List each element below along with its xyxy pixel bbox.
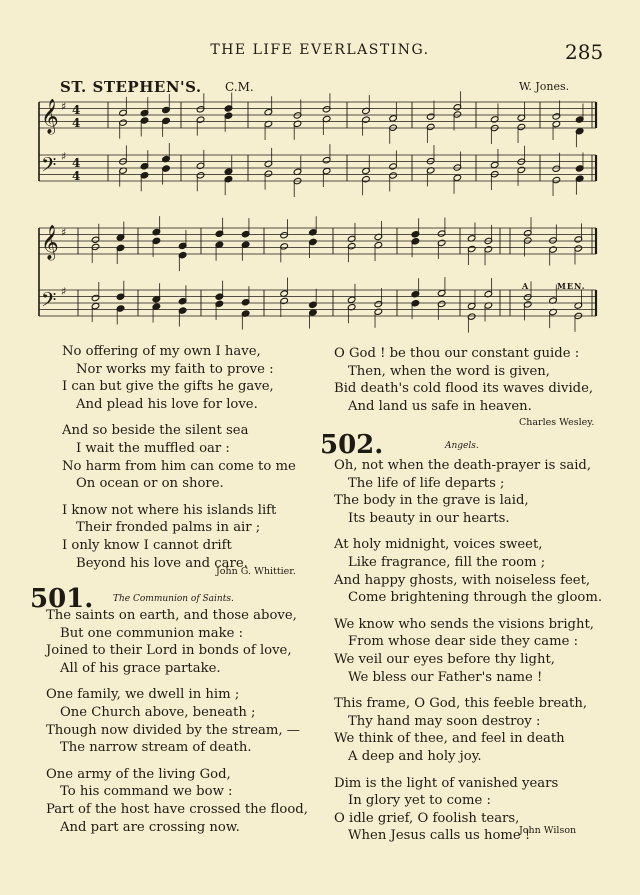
verse-line: One family, we dwell in him ; [46,687,240,703]
stanza [334,457,602,527]
verse-line: Nor works my faith to prove : [76,361,274,377]
amen-a: A [522,281,530,291]
stanza [46,766,308,836]
verse-line: I know not where his islands lift [62,502,277,518]
verse-line: O idle grief, O foolish tears, [334,810,520,826]
verse-line: Joined to their Lord in bonds of love, [46,643,292,659]
stanza [334,616,602,686]
tune-name: ST. STEPHEN'S. [60,78,202,96]
key-signature: ♯ [61,285,67,298]
hymn-502-number: 502. [320,430,384,460]
page-number: 285 [565,40,604,64]
time-signature: 4 [72,103,81,117]
verse-line: Its beauty in our hearts. [348,510,510,526]
verse-line: Like fragrance, fill the room ; [348,554,546,570]
hymn-501-title: The Communion of Saints. [113,594,234,604]
verse-line: But one communion make : [60,625,244,641]
verse-line: From whose dear side they came : [348,634,579,650]
right-top-author: Charles Wesley. [519,417,595,428]
poem-top-author: John G. Whittier. [216,566,296,577]
verse-line: A deep and holy joy. [348,748,482,764]
verse-line: And part are crossing now. [60,819,240,835]
verse-line: O God ! be thou our constant guide : [334,346,580,361]
verse-line: Then, when the word is given, [348,363,550,379]
verse-line: No offering of my own I have, [62,344,261,359]
verse-line: And so beside the silent sea [62,423,249,439]
stanza [334,536,602,606]
bass-clef: 𝄢 [41,288,57,316]
poem-top-stanzas [62,343,296,572]
key-signature: ♯ [61,150,67,163]
verse-line: To his command we bow : [60,784,233,800]
verse-line: Though now divided by the stream, — [46,722,300,738]
stanza [62,502,296,572]
verse-line: Dim is the light of vanished years [334,775,559,791]
stanza [46,607,308,677]
verse-line: The saints on earth, and those above, [46,608,297,623]
verse-line: The life of life departs ; [348,475,505,491]
verse-line: In glory yet to come : [348,793,491,809]
treble-clef: 𝄞 [41,99,59,134]
verse-line: And plead his love for love. [76,396,258,412]
verse-line: Beyond his love and care. [76,555,248,571]
verse-line: No harm from him can come to me [62,458,296,474]
verse-line: We veil our eyes before thy light, [334,651,555,667]
verse-line: We bless our Father's name ! [348,669,543,685]
running-title: THE LIFE EVERLASTING. [210,42,430,58]
amen-men: MEN. [557,281,586,291]
verse-line: Bid death's cold flood its waves divide, [334,381,594,397]
music-score [0,0,640,340]
verse-line: Thy hand may soon destroy : [348,713,541,729]
verse-line: Oh, not when the death-prayer is said, [334,458,592,473]
verse-line: When Jesus calls us home ! [348,828,531,844]
treble-clef: 𝄞 [41,225,59,260]
verse-line: The body in the grave is laid, [334,493,529,509]
verse-line: At holy midnight, voices sweet, [334,537,543,553]
verse-line: I only know I cannot drift [62,537,232,553]
verse-line: We know who sends the visions bright, [334,616,594,632]
key-signature: ♯ [61,226,67,239]
verse-line: Their fronded palms in air ; [76,520,261,536]
hymn-502-title: Angels. [445,441,479,451]
stanza [46,686,308,756]
hymn-502-author: John Wilson [519,825,577,836]
stanza [62,422,296,492]
verse-line: I wait the muffled oar : [76,440,230,456]
verse-line: Part of the host have crossed the flood, [46,801,308,817]
stanza [62,343,296,413]
hymn-501-stanzas [46,607,308,836]
verse-line: On ocean or on shore. [76,476,224,492]
verse-line: Come brightening through the gloom. [348,590,603,606]
verse-line: I can but give the gifts he gave, [62,379,274,395]
bass-clef: 𝄢 [41,153,57,181]
right-top-stanzas [334,345,593,415]
time-signature: 4 [72,169,81,183]
hymn-501-number: 501. [30,584,94,614]
key-signature: ♯ [61,100,67,113]
stanza [334,345,593,415]
verse-line: This frame, O God, this feeble breath, [334,696,588,712]
time-signature: 4 [72,156,81,170]
verse-line: The narrow stream of death. [60,740,252,756]
verse-line: All of his grace partake. [60,660,221,676]
verse-line: And happy ghosts, with noiseless feet, [334,572,591,588]
verse-line: One army of the living God, [46,766,231,782]
verse-line: We think of thee, and feel in death [334,731,565,747]
tune-meter: C.M. [225,80,254,94]
hymn-502-stanzas [334,457,602,845]
stanza [334,695,602,765]
verse-line: And land us safe in heaven. [348,398,532,414]
verse-line: One Church above, beneath ; [60,704,256,720]
time-signature: 4 [72,116,81,130]
tune-composer: W. Jones. [519,80,570,93]
